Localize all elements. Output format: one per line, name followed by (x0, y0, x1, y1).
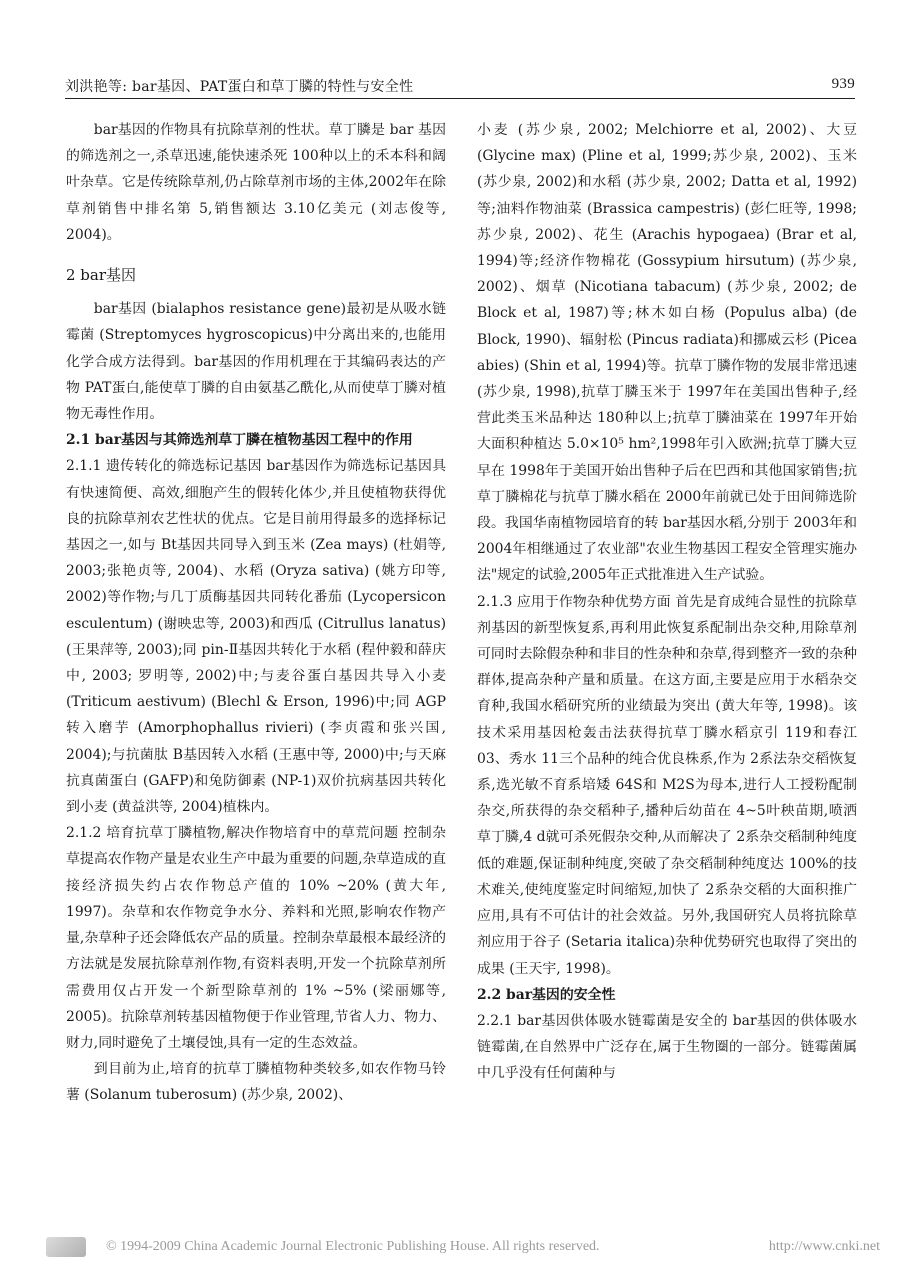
right-column (477, 117, 857, 1087)
paragraph: bar基因 (bialaphos resistance gene)最初是从吸水链霉菌 (Streptomyces hygroscopicus)中分离出来的,也能用化学合成方法得到。bar基因的作用机理在于其编码表达的产物 PAT蛋白,能使草丁膦的自由氨基乙酰化,从而使草丁膦对植物无毒性作用。 (66, 301, 446, 423)
paragraph: 2.2.1 bar基因供体吸水链霉菌是安全的 bar基因的供体吸水链霉菌,在自然界中广泛存在,属于生物圈的一部分。链霉菌属中几乎没有任何菌种与 (477, 1012, 857, 1082)
page-number: 939 (831, 76, 855, 92)
running-title: 刘洪艳等: bar基因、PAT蛋白和草丁膦的特性与安全性 (65, 79, 414, 95)
paragraph: 到目前为止,培育的抗草丁膦植物种类较多,如农作物马铃薯 (Solanum tuberosum) (苏少泉, 2002)、 (66, 1061, 446, 1104)
paragraph: 2.1.1 遗传转化的筛选标记基因 bar基因作为筛选标记基因具有快速简便、高效,细胞产生的假转化体少,并且使植物获得优良的抗除草剂农艺性状的优点。它是目前用得最多的选择标记基因之一,如与 Bt基因共同导入到玉米 (Zea mays) (杜娟等, 2003;张艳贞等, 2004)、水稻 (Oryza sativa) (姚方印等, 2002)等作物;与几丁质酶基因共同转化番茄 (Lycopersicon esculentum) (谢映忠等, 2003)和西瓜 (Citrullus lanatus) (王果萍等, 2003);同 pin-Ⅱ基因共转化于水稻 (程仲毅和薛庆中, 2003; 罗明等, 2002)中;与麦谷蛋白基因共导入小麦 (Triticum aestivum) (Blechl & Erson, 1996)中;同 AGP转入磨芋 (Amorphophallus rivieri) (李贞霞和张兴国, 2004);与抗菌肽 B基因转入水稻 (王惠中等, 2000)中;与天麻抗真菌蛋白 (GAFP)和兔防御素 (NP-1)双价抗病基因共转化到小麦 (黄益洪等, 2004)植株内。 (66, 458, 446, 816)
left-column (66, 117, 446, 1109)
copyright-notice: © 1994-2009 China Academic Journal Electronic Publishing House. All rights reserved. (106, 1239, 600, 1254)
section-heading: 2 bar基因 (66, 266, 137, 285)
running-header (65, 72, 855, 99)
paragraph: bar基因的作物具有抗除草剂的性状。草丁膦是 bar 基因的筛选剂之一,杀草迅速,能快速杀死 100种以上的禾本科和阔叶杂草。它是传统除草剂,仍占除草剂市场的主体,2002年在除草剂销售中排名第 5,销售额达 3.10亿美元 (刘志俊等, 2004)。 (66, 122, 446, 243)
paragraph: 2.1.2 培育抗草丁膦植物,解决作物培育中的草荒问题 控制杂草提高农作物产量是农业生产中最为重要的问题,杂草造成的直接经济损失约占农作物总产值的 10% ~20% (黄大年, 1997)。杂草和农作物竞争水分、养料和光照,影响农作物产量,杂草种子还会降低农产品的质量。控制杂草最根本最经济的方法就是发展抗除草剂作物,有资料表明,开发一个抗除草剂所需费用仅占开发一个新型除草剂的 1% ~5% (梁丽娜等, 2005)。抗除草剂转基因植物便于作业管理,节省人力、物力、财力,同时避免了土壤侵蚀,具有一定的生态效益。 (66, 825, 446, 1051)
subsection-heading: 2.2 bar基因的安全性 (477, 986, 616, 1003)
footer-link[interactable]: http://www.cnki.net (768, 1239, 880, 1254)
paragraph: 2.1.3 应用于作物杂种优势方面 首先是育成纯合显性的抗除草剂基因的新型恢复系,再利用此恢复系配制出杂交种,用除草剂可同时去除假杂种和非目的性杂种和杂草,得到整齐一致的杂种群体,提高杂种产量和质量。在这方面,主要是应用于水稻杂交育种,我国水稻研究所的业绩最为突出 (黄大年等, 1998)。该技术采用基因枪轰击法获得抗草丁膦水稻京引 119和春江 03、秀水 11三个品种的纯合优良株系,作为 2系法杂交稻恢复系,选光敏不育系培矮 64S和 M2S为母本,进行人工授粉配制杂交,所获得的杂交稻种子,播种后幼苗在 4~5叶秧苗期,喷洒草丁膦,4 d就可杀死假杂交种,从而解决了 2系杂交稻制种纯度低的难题,保证制种纯度,突破了杂交稻制种纯度达 100%的技术难关,使纯度鉴定时间缩短,加快了 2系杂交稻的大面积推广应用,具有不可估计的社会效益。另外,我国研究人员将抗除草剂应用于谷子 (Setaria italica)杂种优势研究也取得了突出的成果 (王天宇, 1998)。 (477, 593, 857, 977)
publisher-logo-icon (46, 1237, 86, 1257)
subsection-heading: 2.1 bar基因与其筛选剂草丁膦在植物基因工程中的作用 (66, 432, 413, 449)
page-footer (46, 1236, 880, 1262)
paragraph: 小麦 (苏少泉, 2002; Melchiorre et al, 2002)、大豆 (Glycine max) (Pline et al, 1999;苏少泉, 2002)、玉米 (苏少泉, 2002)和水稻 (苏少泉, 2002; Datta et al, 1992)等;油料作物油菜 (Brassica campestris) (彭仁旺等, 1998;苏少泉, 2002)、花生 (Arachis hypogaea) (Brar et al, 1994)等;经济作物棉花 (Gossypium hirsutum) (苏少泉, 2002)、烟草 (Nicotiana tabacum) (苏少泉, 2002; de Block et al, 1987)等;林木如白杨 (Populus alba) (de Block, 1990)、辐射松 (Pincus radiata)和挪威云杉 (Picea abies) (Shin et al, 1994)等。抗草丁膦作物的发展非常迅速 (苏少泉, 1998),抗草丁膦玉米于 1997年在美国出售种子,经营此类玉米品种达 180种以上;抗草丁膦油菜在 1997年开始大面积种植达 5.0×10⁵ hm²,1998年引入欧洲;抗草丁膦大豆早在 1998年于美国开始出售种子后在巴西和其他国家销售;抗草丁膦棉花与抗草丁膦水稻在 2000年前就已处于田间筛选阶段。我国华南植物园培育的转 bar基因水稻,分别于 2003年和 2004年相继通过了农业部"农业生物基因工程安全管理实施办法"规定的试验,2005年正式批准进入生产试验。 (477, 122, 857, 584)
